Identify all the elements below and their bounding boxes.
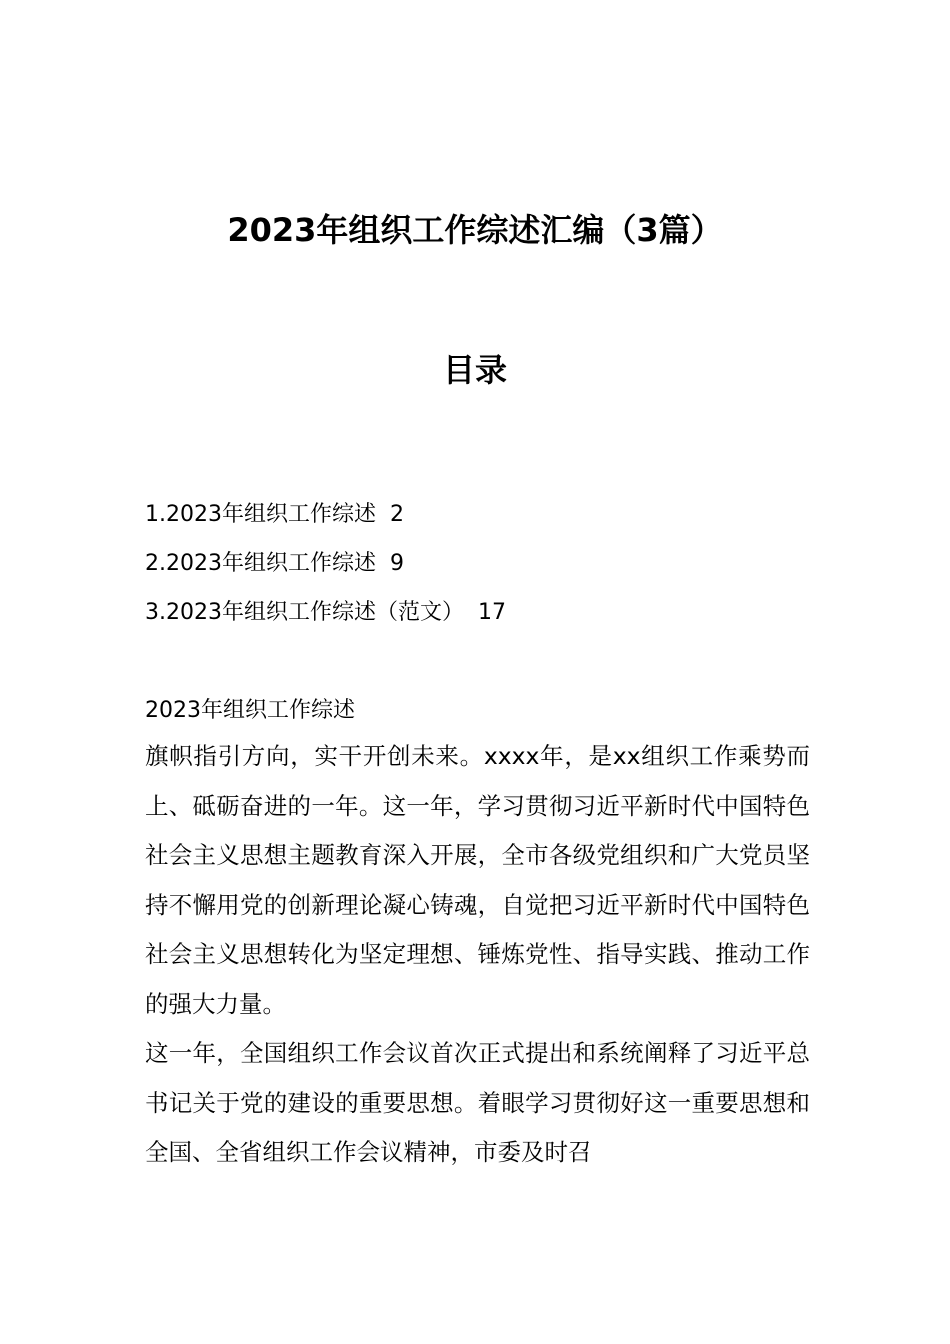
toc-entry-2[interactable] — [145, 539, 805, 588]
toc-heading: 目录 — [442, 351, 507, 389]
toc-entry-3[interactable] — [145, 588, 805, 637]
body-paragraph: 旗帜指引方向，实干开创未来。xxxx年，是xx组织工作乘势而上、砥砺奋进的一年。这一年，学习贯彻习近平新时代中国特色社会主义思想主题教育深入开展，全市各级党组织和广大党员坚持不懈用党的创新理论凝心铸魂，自觉把习近平新时代中国特色社会主义思想转化为坚定理想、锤炼党性、指导实践、推动工作的强大力量。 — [145, 742, 810, 1018]
toc-entry-page: 2 — [389, 502, 404, 527]
toc-entry-1[interactable] — [145, 490, 805, 539]
toc-entry-page: 9 — [389, 551, 404, 576]
toc-entry-label: 3.2023年组织工作综述（范文） — [145, 600, 464, 625]
document-body — [145, 690, 810, 1178]
toc-entry-page: 17 — [477, 600, 506, 625]
toc-entry-label: 1.2023年组织工作综述 — [145, 502, 376, 527]
body-paragraph: 这一年，全国组织工作会议首次正式提出和系统阐释了习近平总书记关于党的建设的重要思想。着眼学习贯彻好这一重要思想和全国、全省组织工作会议精神，市委及时召 — [145, 1039, 810, 1166]
document-title: 2023年组织工作综述汇编（3篇） — [227, 211, 723, 249]
table-of-contents — [145, 490, 805, 637]
section-title: 2023年组织工作综述 — [145, 698, 355, 723]
toc-entry-label: 2.2023年组织工作综述 — [145, 551, 376, 576]
